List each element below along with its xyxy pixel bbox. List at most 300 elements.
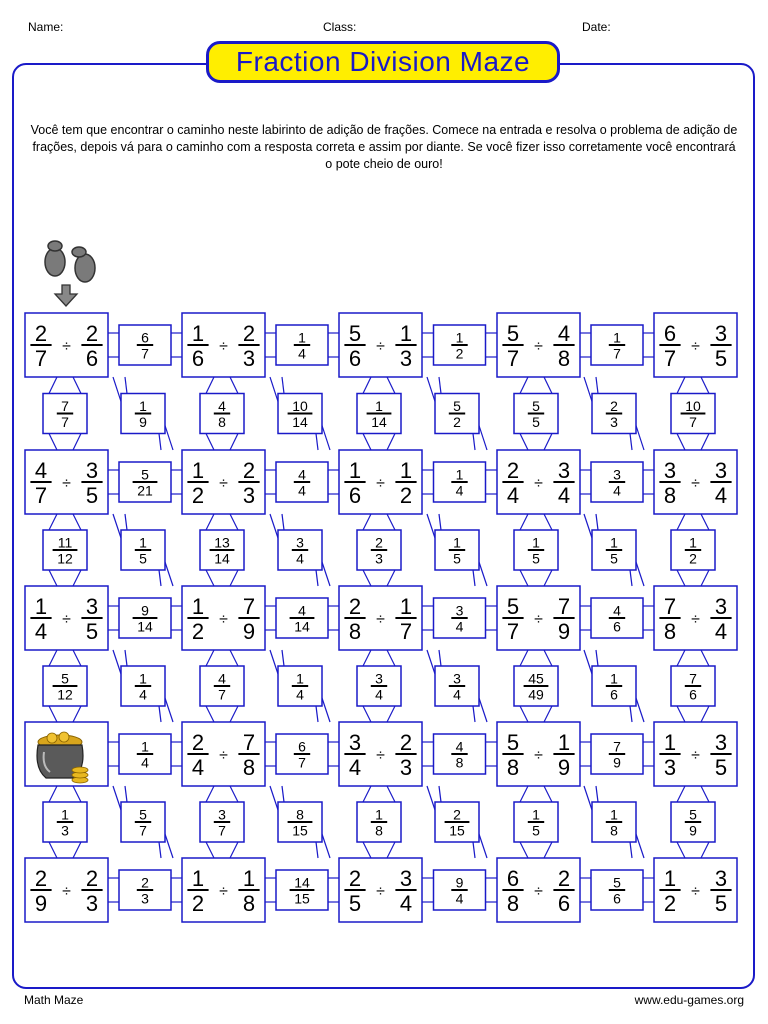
divisor-denominator: 3 [242,345,256,371]
answer-fraction-denominator: 5 [610,550,618,567]
divisor-numerator: 7 [242,594,256,620]
dividend-denominator: 4 [506,482,520,508]
divisor-denominator: 5 [714,890,728,916]
answer-fraction-numerator: 1 [610,806,618,823]
answer-connector [125,514,127,530]
answer-connector [544,570,552,586]
answer-connector [363,514,371,530]
divisor-numerator: 3 [85,458,99,484]
answer-connector [113,377,121,402]
answer-fraction-denominator: 4 [141,754,149,771]
answer-connector [544,842,552,858]
dividend-denominator: 7 [34,482,48,508]
answer-fraction-denominator: 14 [294,618,310,635]
dividend-denominator: 9 [34,890,48,916]
answer-cell [591,870,643,910]
answer-fraction-denominator: 14 [137,618,153,635]
answer-connector [439,377,441,394]
answer-fraction-numerator: 1 [375,806,383,823]
answer-cell [43,666,87,706]
answer-fraction-denominator: 5 [139,550,147,567]
answer-fraction-denominator: 14 [214,550,230,567]
answer-cell [435,530,479,570]
answer-connector [73,786,81,802]
answer-fraction-denominator: 4 [296,686,304,703]
answer-connector [520,706,528,722]
division-sign: ÷ [62,338,71,355]
divisor-denominator: 4 [399,890,413,916]
division-sign: ÷ [691,475,700,492]
answer-connector [439,786,441,802]
answer-fraction-numerator: 1 [296,670,304,687]
divisor-numerator: 1 [399,458,413,484]
divisor-denominator: 3 [85,890,99,916]
answer-fraction-denominator: 7 [218,822,226,839]
answer-connector [230,786,238,802]
dividend-denominator: 8 [506,890,520,916]
answer-connector [363,434,371,451]
dividend-numerator: 2 [34,321,48,347]
division-sign: ÷ [62,611,71,628]
problem-cell [25,858,108,922]
answer-cell [200,802,244,842]
answer-connector [677,434,685,451]
division-sign: ÷ [376,611,385,628]
answer-connector [49,570,57,586]
problem-cell [654,858,737,922]
answer-connector [73,842,81,858]
answer-cell [121,666,165,706]
dividend-numerator: 1 [191,594,205,620]
answer-connector [49,842,57,858]
answer-cell [278,802,322,842]
dividend-numerator: 1 [191,458,205,484]
divisor-denominator: 3 [399,754,413,780]
dividend-numerator: 2 [191,730,205,756]
answer-fraction-numerator: 5 [141,466,149,483]
answer-connector [473,706,475,722]
dividend-numerator: 1 [663,730,677,756]
answer-fraction-denominator: 14 [371,413,387,430]
answer-fraction-denominator: 4 [298,482,306,499]
answer-connector [479,426,487,451]
answer-fraction-numerator: 4 [613,602,621,619]
date-label: Date: [582,20,611,34]
answer-connector [159,842,161,858]
answer-fraction-denominator: 7 [613,345,621,362]
answer-connector [677,842,685,858]
dividend-numerator: 1 [348,458,362,484]
answer-connector [73,377,81,394]
answer-connector [322,834,330,858]
answer-fraction-numerator: 1 [689,534,697,551]
answer-cell [591,598,643,638]
answer-connector [113,514,121,538]
answer-connector [230,842,238,858]
page-title-text: Fraction Division Maze [235,46,531,77]
divisor-denominator: 5 [85,618,99,644]
answer-connector [73,706,81,722]
answer-cell [357,802,401,842]
dividend-numerator: 1 [34,594,48,620]
answer-connector [270,514,278,538]
dividend-denominator: 8 [506,754,520,780]
division-sign: ÷ [376,338,385,355]
answer-connector [113,650,121,674]
answer-connector [544,650,552,666]
answer-connector [584,514,592,538]
answer-fraction-denominator: 7 [141,345,149,362]
answer-connector [427,514,435,538]
dividend-denominator: 2 [191,482,205,508]
answer-connector [701,842,709,858]
divisor-denominator: 2 [399,482,413,508]
problem-cell [339,313,422,377]
answer-fraction-numerator: 7 [689,670,697,687]
answer-connector [630,706,632,722]
answer-connector [677,514,685,530]
answer-fraction-numerator: 5 [532,397,540,414]
answer-connector [427,377,435,402]
answer-cell [671,394,715,434]
divisor-numerator: 2 [242,458,256,484]
footprints-icon [45,241,95,282]
answer-fraction-denominator: 4 [455,618,464,635]
answer-fraction-denominator: 6 [610,686,618,703]
answer-fraction-numerator: 5 [139,806,147,823]
answer-connector [363,706,371,722]
dividend-numerator: 3 [663,458,677,484]
divisor-numerator: 3 [714,730,728,756]
divisor-denominator: 8 [242,754,256,780]
dividend-denominator: 7 [506,345,520,371]
answer-fraction-denominator: 3 [61,822,69,839]
answer-fraction-numerator: 9 [141,602,149,619]
answer-connector [230,706,238,722]
divisor-denominator: 5 [714,754,728,780]
answer-fraction-numerator: 1 [139,534,147,551]
answer-connector [73,570,81,586]
instructions-text: Você tem que encontrar o caminho neste labirinto de adição de frações. Comece na entrada e resolva o problema de adição de frações, depois vá para o caminho com a resposta correta e assim por diante. Se você fizer isso corretamente você encontrará o pote cheio de ouro! [30,123,738,171]
answer-fraction-denominator: 5 [453,550,461,567]
answer-fraction-denominator: 7 [61,413,69,430]
down-arrow-icon [55,285,77,306]
answer-fraction-denominator: 5 [532,822,540,839]
answer-fraction-denominator: 3 [375,550,383,567]
answer-connector [49,434,57,451]
answer-fraction-denominator: 15 [294,890,310,907]
answer-fraction-numerator: 5 [61,670,69,687]
answer-fraction-denominator: 8 [455,754,464,771]
answer-cell [119,325,171,365]
answer-cell [592,666,636,706]
answer-connector [677,706,685,722]
answer-fraction-numerator: 2 [610,397,618,414]
answer-connector [270,377,278,402]
dividend-numerator: 5 [506,730,520,756]
answer-cell [278,666,322,706]
answer-connector [270,650,278,674]
answer-fraction-denominator: 9 [613,754,621,771]
answer-fraction-denominator: 21 [137,482,153,499]
answer-fraction-numerator: 1 [610,534,618,551]
dividend-numerator: 4 [34,458,48,484]
answer-connector [206,434,214,451]
dividend-numerator: 1 [663,866,677,892]
answer-fraction-numerator: 2 [375,534,383,551]
answer-fraction-denominator: 4 [139,686,147,703]
answer-fraction-numerator: 9 [455,874,464,891]
answer-fraction-numerator: 1 [610,670,618,687]
answer-cell [591,734,643,774]
divisor-numerator: 3 [714,866,728,892]
dividend-denominator: 8 [663,482,677,508]
answer-cell [121,802,165,842]
answer-cell [43,530,87,570]
divisor-denominator: 6 [557,890,571,916]
answer-connector [630,434,632,451]
answer-connector [322,698,330,722]
answer-cell [357,530,401,570]
division-sign: ÷ [376,747,385,764]
divisor-numerator: 2 [399,730,413,756]
answer-fraction-numerator: 1 [141,738,149,755]
answer-fraction-numerator: 4 [298,466,306,483]
answer-connector [165,562,173,586]
divisor-numerator: 3 [557,458,571,484]
answer-connector [363,786,371,802]
problem-cell [497,722,580,786]
answer-connector [206,842,214,858]
answer-cell [434,325,486,365]
problem-cell [182,586,265,650]
answer-cell [434,734,486,774]
answer-connector [479,834,487,858]
dividend-denominator: 4 [34,618,48,644]
problem-cell [497,450,580,514]
dividend-numerator: 3 [348,730,362,756]
problem-cell [339,722,422,786]
division-sign: ÷ [534,747,543,764]
problem-cell [182,450,265,514]
answer-connector [282,650,284,666]
answer-connector [322,426,330,451]
answer-fraction-denominator: 9 [689,822,697,839]
problem-cell [182,313,265,377]
answer-connector [165,426,173,451]
answer-fraction-denominator: 6 [689,686,697,703]
answer-connector [520,650,528,666]
dividend-denominator: 7 [506,618,520,644]
answer-connector [701,514,709,530]
division-sign: ÷ [62,883,71,900]
problem-cell [25,313,108,377]
answer-cell [200,530,244,570]
answer-cell [435,666,479,706]
answer-fraction-numerator: 7 [613,738,621,755]
answer-connector [125,650,127,666]
answer-connector [206,570,214,586]
answer-connector [584,377,592,402]
dividend-numerator: 2 [34,866,48,892]
answer-connector [73,514,81,530]
dividend-denominator: 6 [191,345,205,371]
divisor-denominator: 9 [557,754,571,780]
problem-cell [339,858,422,922]
problem-cell [339,450,422,514]
answer-fraction-numerator: 1 [453,534,461,551]
dividend-numerator: 1 [191,866,205,892]
division-sign: ÷ [219,338,228,355]
answer-connector [316,842,318,858]
answer-connector [282,514,284,530]
answer-connector [427,650,435,674]
dividend-numerator: 2 [348,594,362,620]
division-sign: ÷ [534,338,543,355]
answer-fraction-numerator: 4 [218,397,226,414]
answer-connector [701,786,709,802]
division-sign: ÷ [691,883,700,900]
answer-fraction-numerator: 3 [218,806,226,823]
answer-connector [316,706,318,722]
problem-cell [497,858,580,922]
division-sign: ÷ [376,475,385,492]
answer-connector [159,570,161,586]
answer-cell [434,462,486,502]
answer-connector [230,377,238,394]
answer-connector [49,650,57,666]
answer-fraction-denominator: 49 [528,686,544,703]
answer-cell [591,325,643,365]
answer-fraction-denominator: 2 [455,345,464,362]
division-sign: ÷ [691,611,700,628]
answer-fraction-denominator: 8 [218,413,226,430]
answer-connector [363,842,371,858]
divisor-numerator: 1 [242,866,256,892]
answer-connector [427,786,435,810]
answer-connector [479,698,487,722]
answer-connector [520,434,528,451]
answer-connector [596,514,598,530]
answer-fraction-numerator: 7 [61,397,69,414]
answer-cell [434,598,486,638]
answer-connector [520,842,528,858]
answer-cell [592,530,636,570]
answer-cell [592,394,636,434]
division-sign: ÷ [62,475,71,492]
answer-connector [701,570,709,586]
problem-cell [497,313,580,377]
divisor-numerator: 3 [714,321,728,347]
answer-connector [387,650,395,666]
answer-fraction-numerator: 2 [453,806,461,823]
answer-fraction-numerator: 1 [532,806,540,823]
answer-fraction-denominator: 2 [453,413,461,430]
answer-fraction-denominator: 9 [139,413,147,430]
dividend-denominator: 4 [191,754,205,780]
dividend-numerator: 6 [506,866,520,892]
answer-cell [276,462,328,502]
answer-cell [278,394,322,434]
answer-connector [165,834,173,858]
answer-connector [125,786,127,802]
answer-fraction-denominator: 4 [613,482,621,499]
dividend-numerator: 2 [506,458,520,484]
answer-cell [121,394,165,434]
problem-cell [654,313,737,377]
division-sign: ÷ [534,611,543,628]
divisor-denominator: 9 [242,618,256,644]
answer-connector [49,786,57,802]
answer-connector [387,377,395,394]
answer-connector [270,786,278,810]
divisor-numerator: 7 [557,594,571,620]
answer-connector [636,562,644,586]
answer-fraction-numerator: 4 [218,670,226,687]
answer-connector [636,834,644,858]
answer-connector [73,650,81,666]
answer-connector [520,377,528,394]
divisor-numerator: 3 [399,866,413,892]
answer-cell [671,802,715,842]
answer-fraction-denominator: 15 [449,822,465,839]
answer-connector [387,434,395,451]
answer-cell [514,666,558,706]
answer-fraction-numerator: 1 [375,397,383,414]
answer-connector [159,706,161,722]
answer-connector [596,786,598,802]
answer-connector [387,570,395,586]
answer-connector [701,434,709,451]
division-sign: ÷ [691,338,700,355]
answer-connector [322,562,330,586]
divisor-numerator: 2 [85,321,99,347]
answer-connector [363,650,371,666]
answer-fraction-numerator: 3 [296,534,304,551]
divisor-numerator: 3 [714,594,728,620]
answer-connector [282,786,284,802]
answer-cell [435,802,479,842]
pot-of-gold-icon [37,732,88,783]
answer-cell [119,598,171,638]
answer-connector [49,706,57,722]
answer-fraction-denominator: 3 [610,413,618,430]
answer-fraction-numerator: 10 [685,397,701,414]
answer-connector [473,570,475,586]
answer-connector [363,377,371,394]
dividend-numerator: 7 [663,594,677,620]
answer-cell [276,734,328,774]
answer-fraction-numerator: 3 [613,466,621,483]
answer-connector [316,570,318,586]
divisor-denominator: 9 [557,618,571,644]
answer-connector [584,650,592,674]
divisor-denominator: 8 [557,345,571,371]
answer-connector [363,570,371,586]
answer-fraction-denominator: 8 [375,822,383,839]
answer-fraction-denominator: 7 [689,413,697,430]
divisor-numerator: 3 [714,458,728,484]
answer-fraction-denominator: 12 [57,686,73,703]
answer-connector [630,842,632,858]
dividend-denominator: 7 [663,345,677,371]
answer-fraction-numerator: 3 [453,670,461,687]
answer-connector [520,786,528,802]
answer-fraction-numerator: 13 [214,534,230,551]
division-sign: ÷ [219,747,228,764]
answer-fraction-denominator: 4 [296,550,304,567]
problem-cell [25,450,108,514]
